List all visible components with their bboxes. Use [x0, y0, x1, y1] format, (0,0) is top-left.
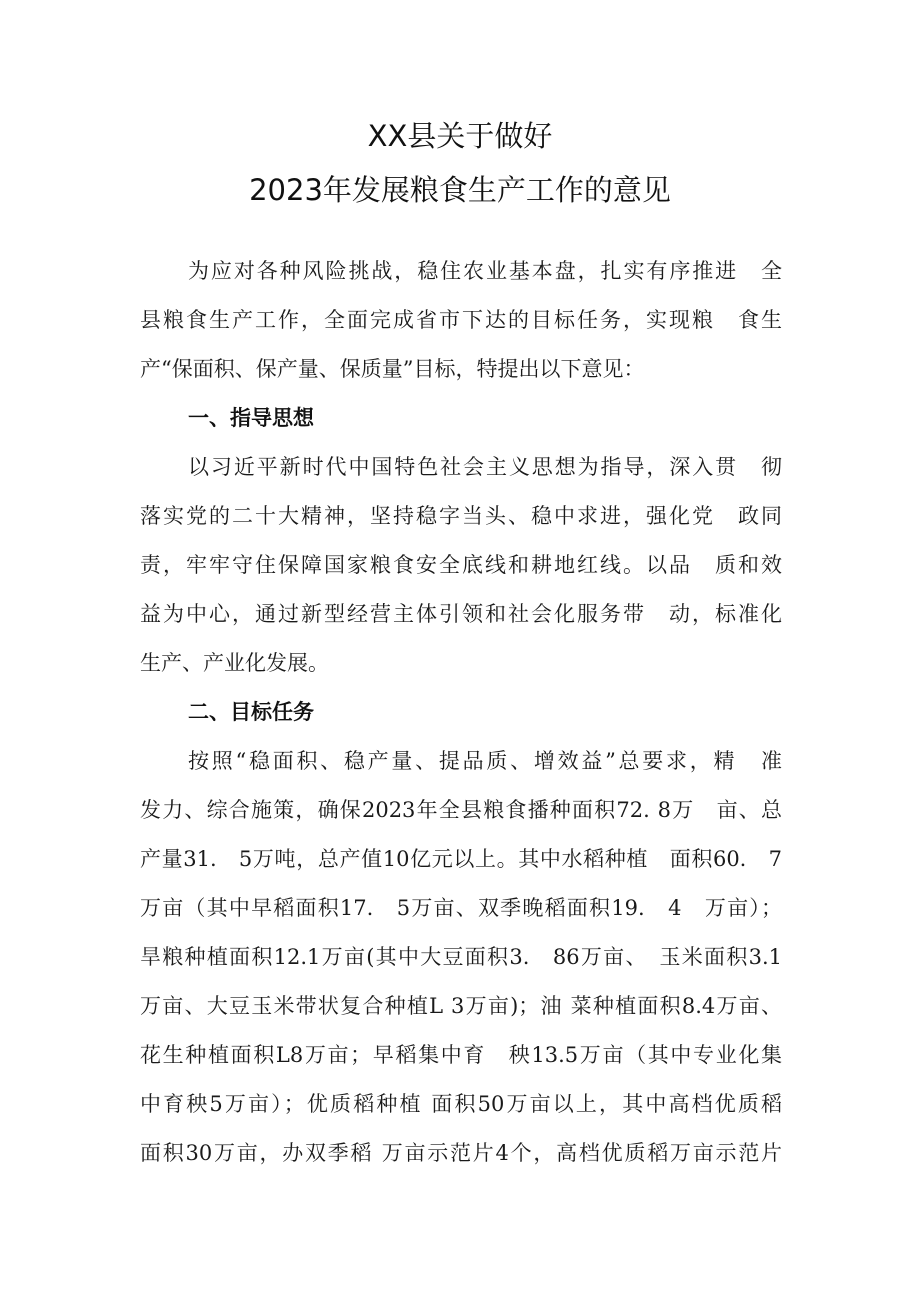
- paragraph-line: 责，牢牢守住保障国家粮食安全底线和耕地红线。以品 质和效: [140, 553, 782, 577]
- paragraph-line: 万亩（其中早稻面积17. 5万亩、双季晚稻面积19. 4 万亩）；: [140, 896, 782, 920]
- paragraph-line: 万亩、大豆玉米带状复合种植L 3万亩)；油 菜种植面积8.4万亩、: [140, 994, 782, 1018]
- section-heading-target-tasks: 二、目标任务: [188, 700, 314, 724]
- paragraph-line: 面积30万亩，办双季稻 万亩示范片4个，高档优质稻万亩示范片: [140, 1141, 782, 1165]
- intro-line: 县粮食生产工作，全面完成省市下达的目标任务，实现粮 食生: [140, 308, 782, 332]
- paragraph-line: 按照“稳面积、稳产量、提品质、增效益”总要求，精 准: [188, 749, 782, 773]
- paragraph-line: 花生种植面积L8万亩；早稻集中育 秧13.5万亩（其中专业化集: [140, 1043, 782, 1067]
- document-title-line-2: 2023年发展粮食生产工作的意见: [249, 173, 671, 207]
- paragraph-line: 生产、产业化发展。: [140, 651, 329, 675]
- paragraph-line: 益为中心，通过新型经营主体引领和社会化服务带 动，标准化: [140, 602, 782, 626]
- document-title-line-1: XX县关于做好: [367, 119, 553, 153]
- intro-line: 为应对各种风险挑战，稳住农业基本盘，扎实有序推进 全: [188, 259, 782, 283]
- paragraph-line: 落实党的二十大精神，坚持稳字当头、稳中求进，强化党 政同: [140, 504, 782, 528]
- paragraph-line: 产量31. 5万吨，总产值10亿元以上。其中水稻种植 面积60. 7: [140, 847, 782, 871]
- section-heading-guiding-ideology: 一、指导思想: [188, 406, 314, 430]
- paragraph-line: 旱粮种植面积12.1万亩(其中大豆面积3. 86万亩、 玉米面积3.1: [140, 945, 782, 969]
- paragraph-line: 中育秧5万亩）；优质稻种植 面积50万亩以上，其中高档优质稻: [140, 1092, 782, 1116]
- intro-line: 产“保面积、保产量、保质量”目标，特提出以下意见：: [140, 357, 645, 381]
- paragraph-line: 发力、综合施策，确保2023年全县粮食播种面积72. 8万 亩、总: [140, 798, 782, 822]
- paragraph-line: 以习近平新时代中国特色社会主义思想为指导，深入贯 彻: [188, 455, 782, 479]
